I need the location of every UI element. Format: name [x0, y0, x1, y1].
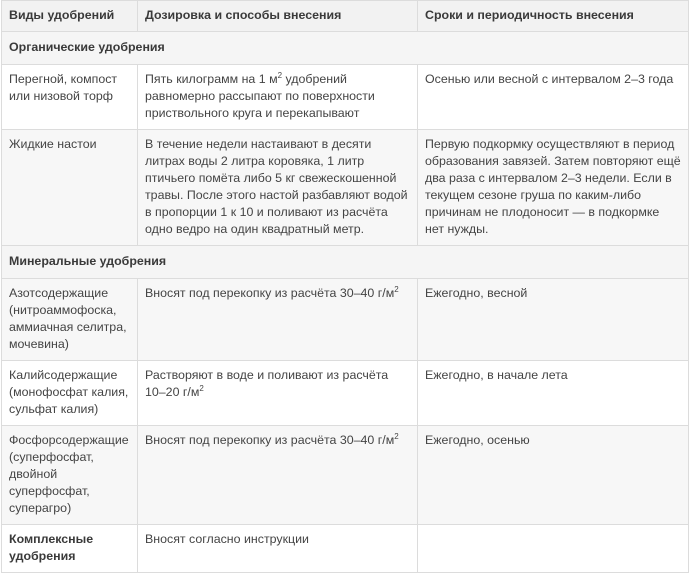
- cell-dose-liquid: В течение недели настаивают в десяти литрах воды 2 литра коровяка, 1 литр птичьего помёта либо 5 кг свежескошенной травы. После этого настой разбавляют водой в пропорции 1 к 10 и поливают из расчёта одно ведро на один квадратный метр.: [138, 130, 418, 246]
- table-row-liquid: [2, 130, 689, 246]
- cell-timing-liquid: Первую подкормку осуществляют в период образования завязей. Затем повторяют ещё два раза с интервалом 2–3 недели. Если в текущем сезоне груша по каким-либо причинам не плодоносит — в подкормке нет нужды.: [418, 130, 689, 246]
- header-dosage-method: Дозировка и способы внесения: [138, 1, 418, 32]
- cell-dose-complex: Вносят согласно инструкции: [138, 525, 418, 573]
- table-row-humus: [2, 65, 689, 130]
- cell-type-nitrogen: Азотсодержащие (нитроаммофоска, аммиачная селитра, мочевина): [2, 279, 138, 361]
- table-row-complex: [2, 525, 689, 573]
- cell-timing-humus: Осенью или весной с интервалом 2–3 года: [418, 65, 689, 130]
- cell-type-humus: Перегной, компост или низовой торф: [2, 65, 138, 130]
- header-fertilizer-type: Виды удобрений: [2, 1, 138, 32]
- table-row-nitrogen: [2, 279, 689, 361]
- fertilizer-table: [1, 0, 689, 573]
- dose-sup-humus: 2: [277, 71, 283, 80]
- cell-dose-humus: [138, 65, 418, 130]
- dose-text-nitrogen: Вносят под перекопку из расчёта 30–40 г/м: [145, 286, 395, 300]
- cell-type-phosphorus: Фосфорсодержащие (суперфосфат, двойной суперфосфат, суперагро): [2, 426, 138, 525]
- table-row-potassium: [2, 361, 689, 426]
- dose-sup-nitrogen: 2: [394, 285, 399, 294]
- dose-text-phosphorus: Вносят под перекопку из расчёта 30–40 г/м: [145, 433, 395, 447]
- dose-text-humus: Пять килограмм на 1 м: [145, 72, 278, 86]
- cell-dose-nitrogen: [138, 279, 418, 361]
- section-row-mineral: [2, 246, 689, 279]
- section-title-mineral: Минеральные удобрения: [2, 246, 689, 279]
- cell-timing-nitrogen: Ежегодно, весной: [418, 279, 689, 361]
- table-header-row: [2, 1, 689, 32]
- cell-timing-complex: [418, 525, 689, 573]
- cell-type-complex: Комплексные удобрения: [2, 525, 138, 573]
- dose-text-potassium: Растворяют в воде и поливают из расчёта 10–20 г/м: [145, 368, 389, 399]
- section-title-organic: Органические удобрения: [2, 32, 689, 65]
- cell-type-potassium: Калийсодержащие (монофосфат калия, сульфат калия): [2, 361, 138, 426]
- section-row-organic: [2, 32, 689, 65]
- dose-sup-phosphorus: 2: [394, 432, 399, 441]
- header-timing-frequency: Сроки и периодичность внесения: [418, 1, 689, 32]
- dose-sup-potassium: 2: [199, 384, 204, 393]
- cell-timing-phosphorus: Ежегодно, осенью: [418, 426, 689, 525]
- cell-timing-potassium: Ежегодно, в начале лета: [418, 361, 689, 426]
- cell-dose-phosphorus: [138, 426, 418, 525]
- cell-dose-potassium: [138, 361, 418, 426]
- dose-text-humus-rest: удобрений равномерно рассыпают по поверхности приствольного круга и перекапывают: [145, 72, 375, 120]
- cell-type-liquid: Жидкие настои: [2, 130, 138, 246]
- table-row-phosphorus: [2, 426, 689, 525]
